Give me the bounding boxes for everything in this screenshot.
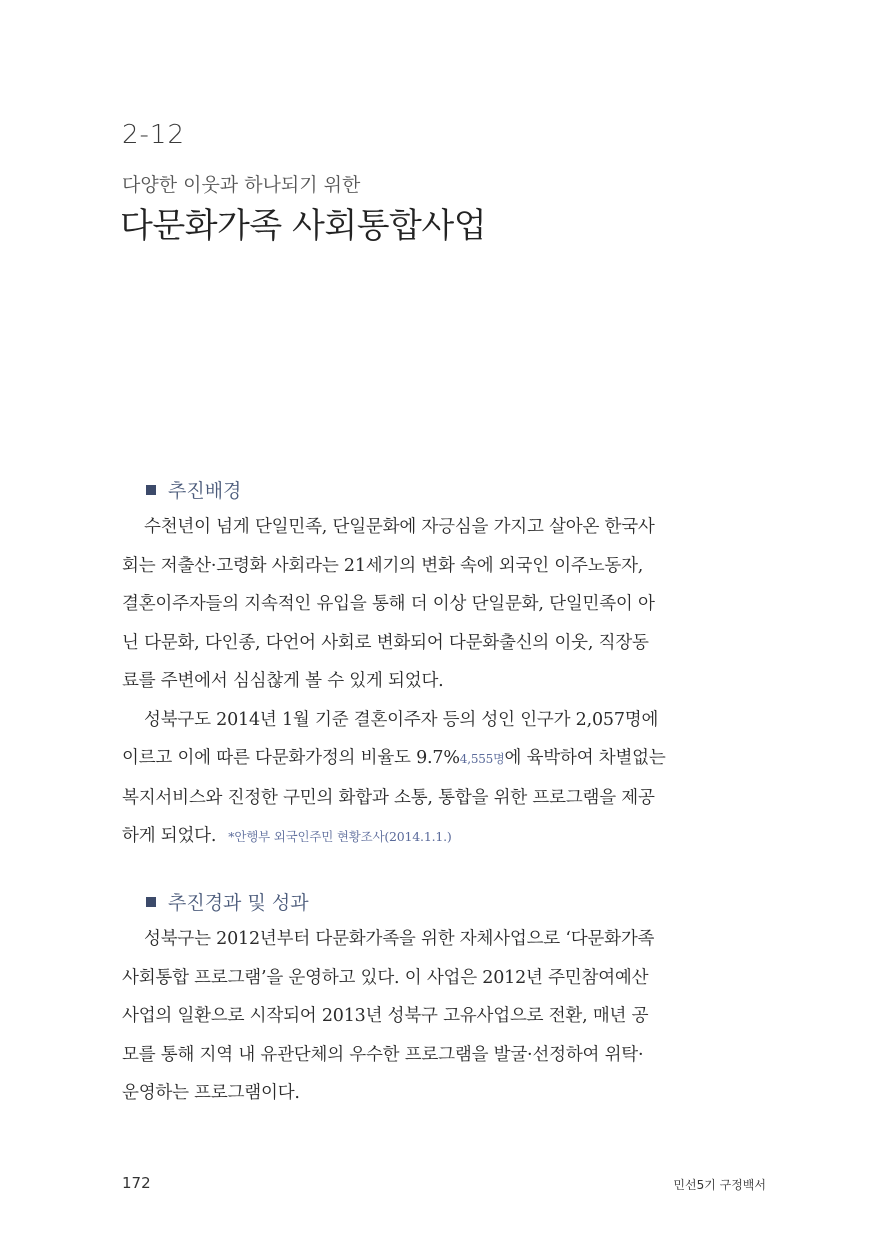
text-line: 료를 주변에서 심심찮게 볼 수 있게 되었다. [122, 671, 444, 691]
text-line: 운영하는 프로그램이다. [122, 1083, 300, 1103]
text-line: 회는 저출산·고령화 사회라는 21세기의 변화 속에 외국인 이주노동자, [122, 555, 644, 576]
text-line: 모를 통해 지역 내 유관단체의 우수한 프로그램을 발굴·선정하여 위탁· [122, 1044, 644, 1065]
text-line: 성북구는 2012년부터 다문화가족을 위한 자체사업으로 ‘다문화가족 [144, 929, 655, 949]
text-line: 사업의 일환으로 시작되어 2013년 성북구 고유사업으로 전환, 매년 공 [122, 1006, 649, 1026]
paragraph-background [122, 508, 704, 857]
source-note: *안행부 외국인주민 현황조사(2014.1.1.) [228, 829, 452, 844]
text-segment: 이르고 이에 따른 다문화가정의 비율도 9.7% [122, 748, 460, 768]
heading-progress-label: 추진경과 및 성과 [168, 892, 309, 914]
text-line: 성북구도 2014년 1월 기준 결혼이주자 등의 성인 인구가 2,057명에 [144, 709, 659, 730]
square-bullet-icon [146, 485, 156, 495]
page-subtitle: 다양한 이웃과 하나되기 위한 [122, 174, 361, 196]
text-line: 결혼이주자들의 지속적인 유입을 통해 더 이상 단일문화, 단일민족이 아 [122, 594, 655, 614]
paragraph-progress [122, 920, 704, 1113]
book-title: 민선5기 구정백서 [673, 1178, 766, 1192]
text-line: 닌 다문화, 다인종, 다언어 사회로 변화되어 다문화출신의 이웃, 직장동 [122, 632, 649, 653]
section-number: 2-12 [122, 120, 186, 150]
square-bullet-icon [146, 897, 156, 907]
text-line [122, 817, 704, 857]
text-segment: 하게 되었다. [122, 826, 217, 846]
heading-background-label: 추진배경 [168, 480, 242, 502]
footnote-count: 4,555명 [459, 752, 505, 766]
text-line [122, 739, 704, 779]
text-segment: 에 육박하여 차별없는 [504, 748, 666, 768]
text-line: 복지서비스와 진정한 구민의 화합과 소통, 통합을 위한 프로그램을 제공 [122, 787, 655, 808]
text-line: 수천년이 넘게 단일민족, 단일문화에 자긍심을 가지고 살아온 한국사 [144, 517, 655, 537]
text-line: 사회통합 프로그램’을 운영하고 있다. 이 사업은 2012년 주민참여예산 [122, 967, 649, 988]
page-number: 172 [122, 1174, 151, 1192]
page-title: 다문화가족 사회통합사업 [120, 206, 487, 246]
heading-progress [146, 888, 309, 915]
heading-background [146, 476, 241, 503]
